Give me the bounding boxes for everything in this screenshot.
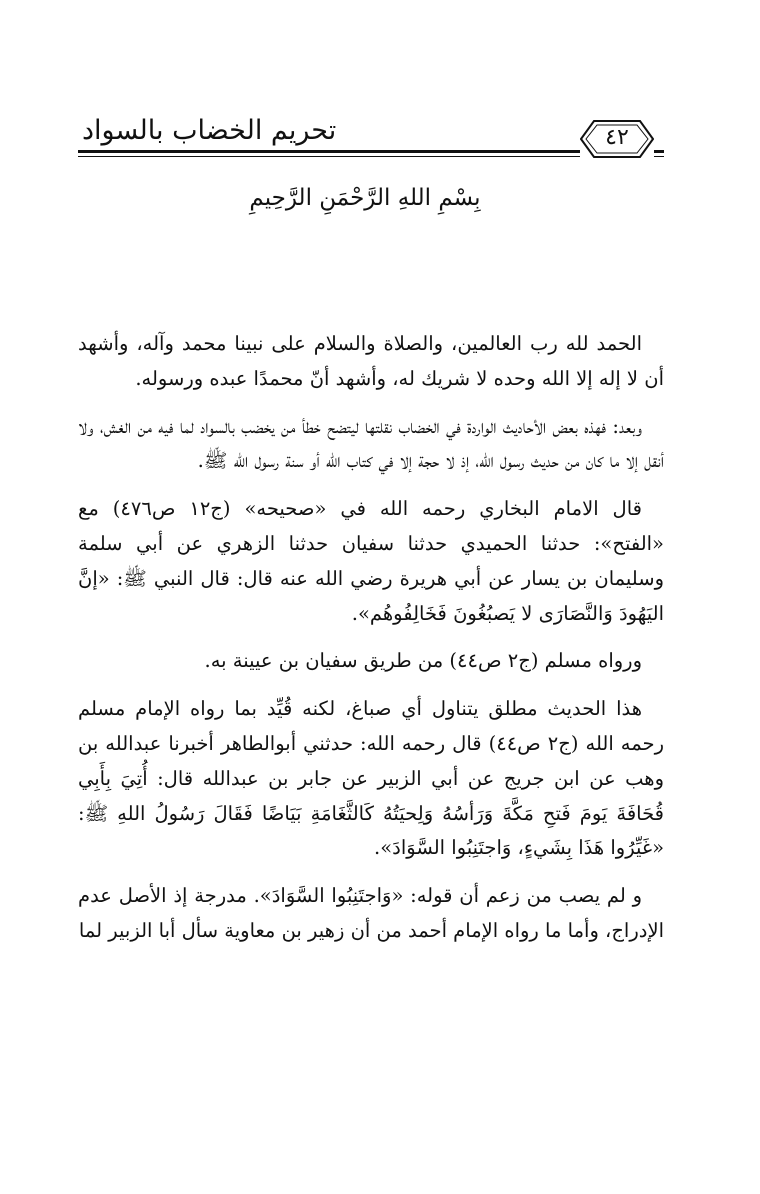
- paragraph-restriction: هذا الحديث مطلق يتناول أي صباغ، لكنه قُيِّد بما رواه الإمام مسلم رحمه الله (ج٢ ص٤٤) قال رحمه الله: حدثني أبوالطاهر أخبرنا عبدالله بن وهب عن ابن جريج عن أبي الزبير عن جابر بن عبدالله قال: أُتِيَ بِأَبِي قُحَافَةَ يَومَ فَتحِ مَكَّةَ وَرَأسُهُ وَلِحيَتُهُ كَالثَّغَامَةِ بَيَاضًا فَقَالَ رَسُولُ اللهِ ﷺ: «غَيِّرُوا هَذَا بِشَيءٍ، وَاجتَنِبُوا السَّوَادَ».: [78, 697, 664, 860]
- body-text: [78, 327, 664, 962]
- page-header: [78, 112, 664, 162]
- paragraph-idraj: و لم يصب من زعم أن قوله: «وَاجتَنِبُوا السَّوَادَ». مدرجة إذ الأصل عدم الإدراج، وأما ما رواه الإمام أحمد من أن زهير بن معاوية سأل أبا الزبير لما: [78, 884, 664, 942]
- page-number-badge: [580, 120, 654, 158]
- paragraph-bukhari: قال الامام البخاري رحمه الله في «صحيحه» (ج١٢ ص٤٧٦) مع «الفتح»: حدثنا الحميدي حدثنا سفيان حدثنا الزهري عن أبي سلمة وسليمان بن يسار عن أبي هريرة رضي الله عنه قال: قال النبي ﷺ: «إنَّ اليَهُودَ وَالنَّصَارَى لا يَصبُغُونَ فَخَالِفُوهُم».: [78, 497, 664, 625]
- paragraph-muslim: ورواه مسلم (ج٢ ص٤٤) من طريق سفيان بن عيينة به.: [204, 649, 642, 673]
- paragraph-preface: وبعد: فهذه بعض الأحاديث الواردة في الخضاب نقلتها ليتضح خطأ من يخضب بالسواد لما فيه من الغش، ولا أنقل إلا ما كان من حديث رسول الله، إذ لا حجة إلا في كتاب الله أو سنة رسول الله ﷺ.: [78, 414, 664, 473]
- basmala-calligraphy: بِسْمِ اللهِ الرَّحْمَنِ الرَّحِيمِ: [249, 185, 481, 211]
- header-rule-thick: [78, 150, 664, 153]
- header-title: تحريم الخضاب بالسواد: [82, 115, 337, 146]
- paragraph-intro: الحمد لله رب العالمين، والصلاة والسلام على نبينا محمد وآله، وأشهد أن لا إله إلا الله وحده لا شريك له، وأشهد أنّ محمدًا عبده ورسوله.: [78, 332, 664, 390]
- header-rule-thin: [78, 156, 664, 157]
- page-number: ٤٢: [605, 125, 629, 150]
